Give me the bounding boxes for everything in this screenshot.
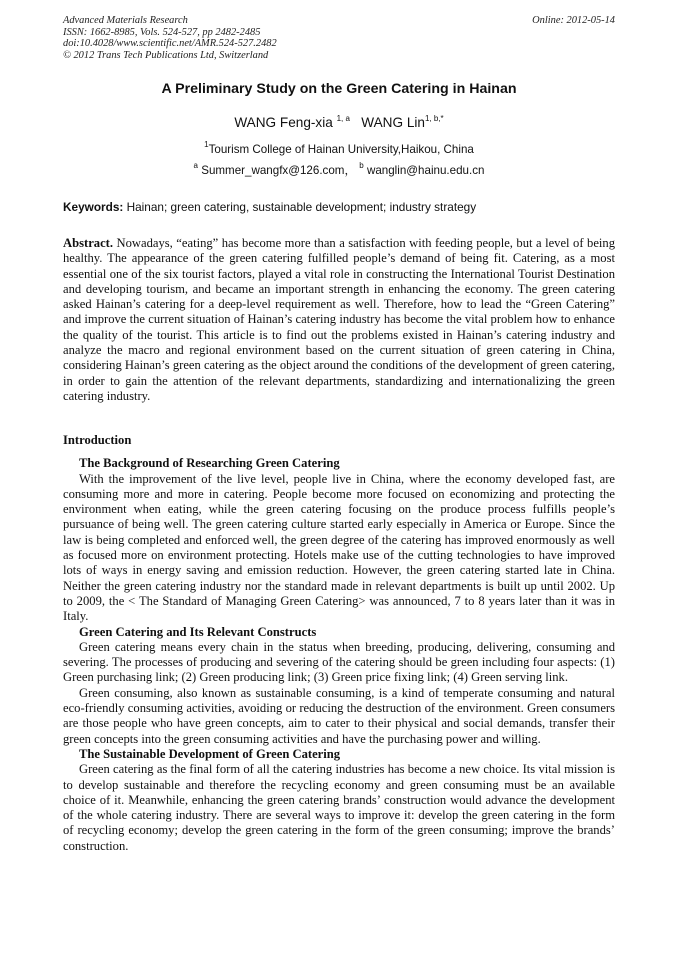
body-paragraph: With the improvement of the live level, people live in China, where the economy developed fast, are consuming more and more in catering. People become more focused on economizing and protecting the environment when eating, while the green catering focusing on the produce process fulfills people’s pursuance of being well. The green catering culture started early especially in America or Europe. Since the law is being completed and enforced well, the green degree of the catering has improved enormously as well as focused more on environment protecting. Hotels make use of the cutting technologies to have improved lots of ways in energy saving and emission reduction. However, the green catering started late in China. Neither the green catering industry nor the standard made in relevant departments is built up until 2002. Up to 2009, the < The Standard of Managing Green Catering> was announced, 7 to 8 years later than it was in Italy.: [63, 471, 615, 624]
email-address: wanglin@hainu.edu.cn: [366, 164, 485, 177]
subsection-heading: Green Catering and Its Relevant Constructs: [79, 624, 317, 639]
email-marker: b: [359, 161, 364, 170]
keywords: [63, 200, 623, 214]
abstract-label: Abstract.: [63, 236, 114, 250]
body-paragraph: Green catering as the final form of all the catering industries has become a new choice. Its vital mission is to develop sustainable and therefore the recycling economy and green consuming must be an available choice of it. Meanwhile, enhancing the green catering brands’ construction would advance the development of the whole catering industry. There are several ways to improve it: develop the green catering in the form of recycling economy; develop the green catering in the form of the green consuming; improve the brands’ construction.: [63, 762, 615, 853]
body-paragraph: Green consuming, also known as sustainable consuming, is a kind of temperate consuming and natural eco-friendly consuming activities, avoiding or reducing the destruction of the environment. Green consumers are those people who have green concepts, aim to cater to their physical and social demands, transfer their green concepts into the green consuming activities and have the purchasing power and willing.: [63, 685, 615, 746]
abstract-paragraph: [63, 236, 615, 404]
affiliation: [0, 140, 678, 156]
section-heading: Introduction: [63, 433, 132, 447]
subsection-heading: The Sustainable Development of Green Catering: [79, 746, 341, 761]
copyright-line: © 2012 Trans Tech Publications Ltd, Switzerland: [63, 49, 269, 61]
abstract-text: Nowadays, “eating” has become more than a satisfaction with feeding people, but a level of being healthy. The appearance of the green catering fulfilled people’s demand of being fit. Catering, as a most essential one of the six tourist factors, played a vital role in constructing the International Tourist Destination and developing tourism, and became an important strength in enhancing the economy. The green catering asked Hainan’s catering for a deep-level requirement as well. Therefore, how to lead the “Green Catering” and improve the current situation of Hainan’s catering industry has become the vital problem how to enhance the quality of the tourist. This article is to find out the problems existed in Hainan’s catering industry and analyze the macro and regional environment based on the current situation of green catering in China, considering Hainan’s green catering as the object around the conditions of the development of green catering, in order to gain the attention of the relevant departments, standardizing and internationalizing the green catering industry.: [63, 236, 616, 403]
online-date: Online: 2012-05-14: [532, 15, 615, 26]
keywords-label: Keywords:: [63, 200, 124, 214]
author-name: WANG Feng-xia: [234, 115, 333, 130]
issn-line: ISSN: 1662-8985, Vols. 524-527, pp 2482-2485: [63, 26, 261, 38]
email-marker: a: [193, 161, 198, 170]
introduction-section: [63, 433, 615, 854]
author-affil-marker: 1, a: [336, 114, 350, 123]
journal-header: [63, 15, 615, 61]
abstract: [63, 236, 615, 404]
email-line: [0, 161, 678, 178]
body-paragraph: Green catering means every chain in the status when breeding, producing, delivering, consuming and severing. The processes of producing and severing of the catering should be green including four aspects: (1) Green purchasing link; (2) Green producing link; (3) Green price fixing link; (4) Green serving link.: [63, 639, 615, 685]
author-name: WANG Lin: [361, 115, 425, 130]
journal-name: Advanced Materials Research: [63, 15, 188, 26]
paper-title: A Preliminary Study on the Green Catering in Hainan: [161, 81, 517, 97]
subsection-heading: The Background of Researching Green Catering: [79, 456, 340, 471]
author-line: [0, 114, 678, 130]
author-affil-marker: 1, b,*: [424, 114, 444, 123]
affiliation-marker: 1: [204, 140, 209, 149]
keywords-text: Hainan; green catering, sustainable development; industry strategy: [126, 200, 477, 214]
doi-line: doi:10.4028/www.scientific.net/AMR.524-527.2482: [63, 38, 277, 50]
email-address: Summer_wangfx@126.com，: [201, 164, 357, 177]
affiliation-text: Tourism College of Hainan University,Haikou, China: [208, 143, 474, 156]
